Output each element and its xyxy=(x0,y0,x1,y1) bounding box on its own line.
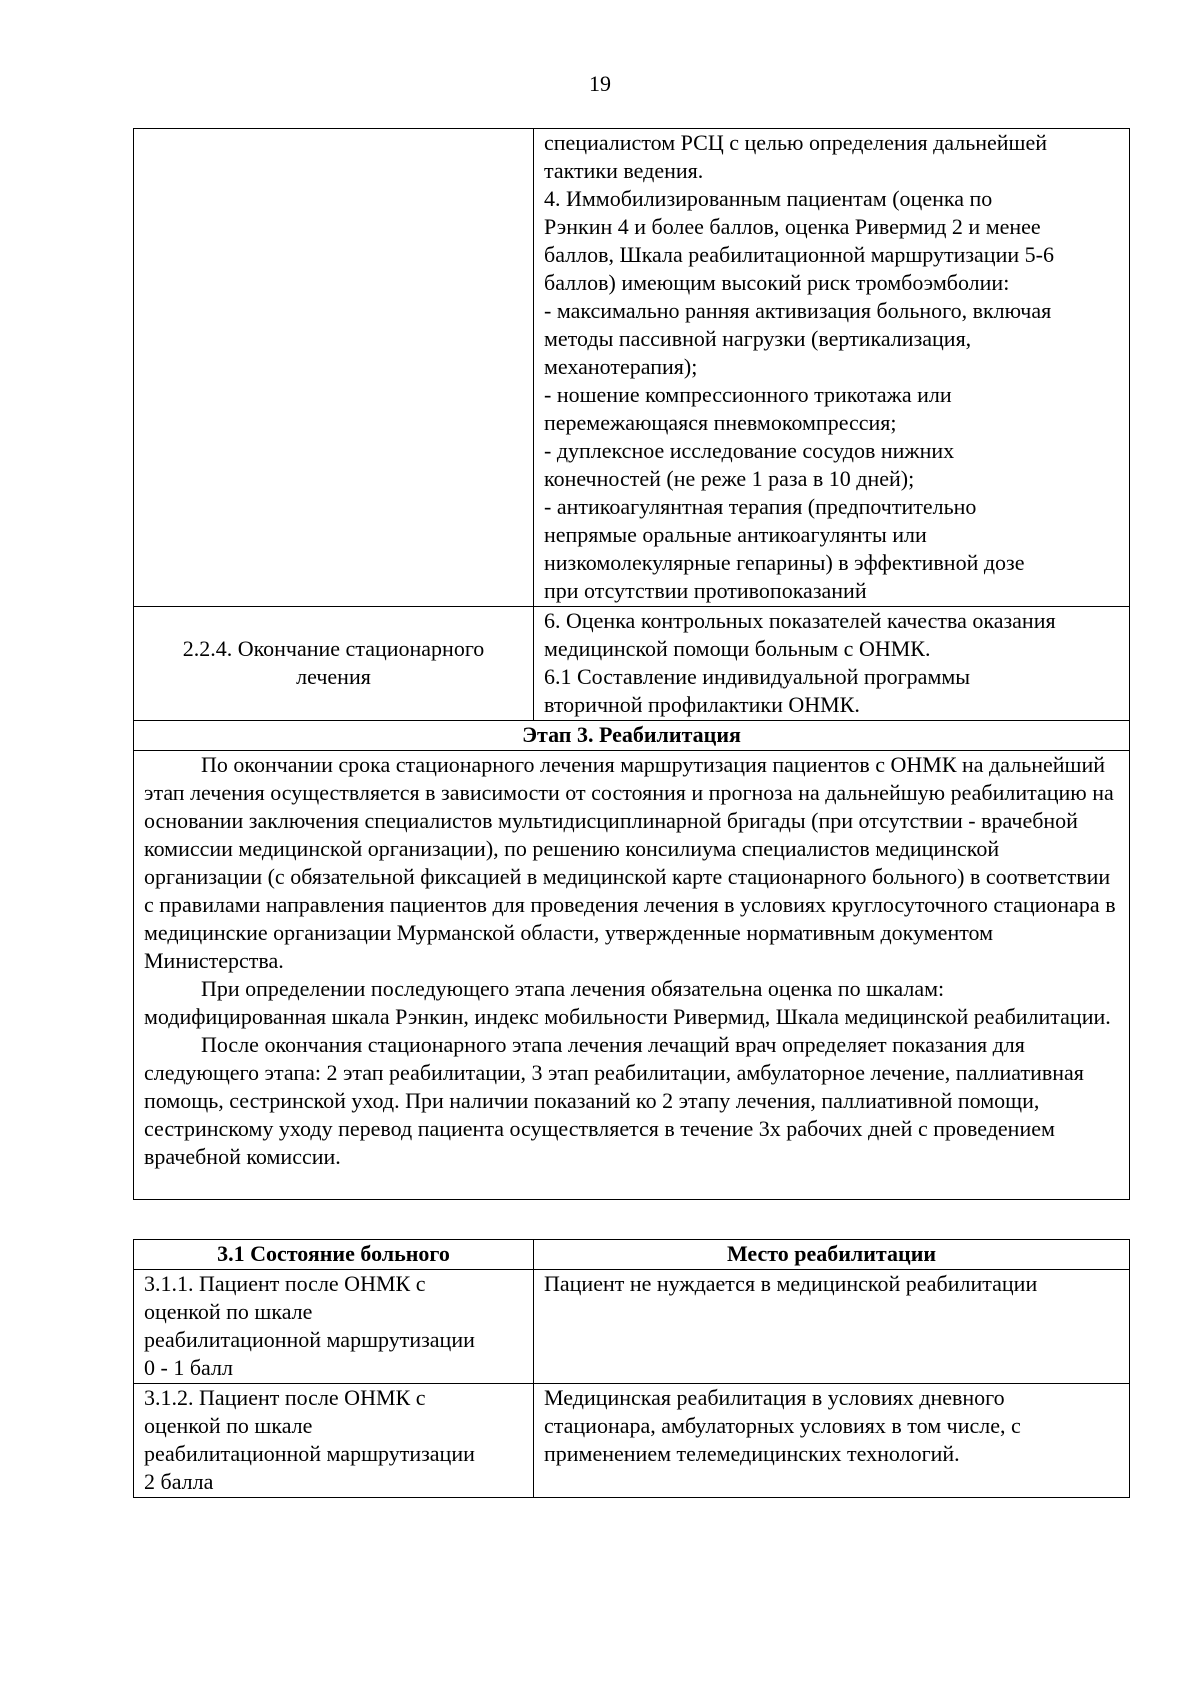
stage-step-cell xyxy=(134,607,534,721)
text-line: Пациент не нуждается в медицинской реабилитации xyxy=(544,1271,1038,1296)
condition-cell xyxy=(134,1384,534,1498)
text-line: 0 - 1 балл xyxy=(144,1355,233,1380)
table-row xyxy=(134,1270,1130,1384)
table-row xyxy=(134,607,1130,721)
text-line: 4. Иммобилизированным пациентам (оценка по xyxy=(544,186,993,211)
table-row xyxy=(134,129,1130,607)
place-cell xyxy=(534,1270,1130,1384)
text-line: вторичной профилактики ОНМК. xyxy=(544,692,860,717)
column-header: 3.1 Состояние больного xyxy=(134,1240,534,1270)
text-line: перемежающаяся пневмокомпрессия; xyxy=(544,410,897,435)
condition-cell xyxy=(134,1270,534,1384)
text-line: методы пассивной нагрузки (вертикализация, xyxy=(544,326,972,351)
empty-cell xyxy=(134,129,534,607)
text-line: 2 балла xyxy=(144,1469,214,1494)
text-line: Медицинская реабилитация в условиях дневного xyxy=(544,1385,1005,1410)
text-line: Рэнкин 4 и более баллов, оценка Ривермид 2 и менее xyxy=(544,214,1041,239)
text-line: 2.2.4. Окончание стационарного xyxy=(182,636,485,661)
routing-table xyxy=(133,128,1130,1200)
text-line: оценкой по шкале xyxy=(144,1299,313,1324)
text-line: оценкой по шкале xyxy=(144,1413,313,1438)
table-header-row xyxy=(134,1240,1130,1270)
text-line: баллов) имеющим высокий риск тромбоэмболии: xyxy=(544,270,1010,295)
text-line: тактики ведения. xyxy=(544,158,704,183)
table-row xyxy=(134,751,1130,1200)
text-line: - антикоагулянтная терапия (предпочтительно xyxy=(544,494,977,519)
measures-cell xyxy=(534,607,1130,721)
text-line: механотерапия); xyxy=(544,354,698,379)
page-number: 19 xyxy=(589,71,611,96)
text-line: реабилитационной маршрутизации xyxy=(144,1327,475,1352)
text-line: - дуплексное исследование сосудов нижних xyxy=(544,438,955,463)
text-line: 6. Оценка контрольных показателей качества оказания xyxy=(544,608,1056,633)
text-line: непрямые оральные антикоагулянты или xyxy=(544,522,927,547)
text-line: стационара, амбулаторных условиях в том числе, с xyxy=(544,1413,1021,1438)
measures-cell xyxy=(534,129,1130,607)
text-line: медицинской помощи больным с ОНМК. xyxy=(544,636,931,661)
text-line: - максимально ранняя активизация больного, включая xyxy=(544,298,1052,323)
paragraph: По окончании срока стационарного лечения маршрутизация пациентов с ОНМК на дальнейший этап лечения осуществляется в зависимости от состояния и прогноза на дальнейшую реабилитацию на основании заключения специалистов мультидисциплинарной бригады (при отсутствии - врачебной комиссии медицинской организации), по решению консилиума специалистов медицинской организации (с обязательной фиксацией в медицинской карте стационарного больного) в соответствии с правилами направления пациентов для проведения лечения в условиях круглосуточного стационара в медицинские организации Мурманской области, утвержденные нормативным документом Министерства. xyxy=(144,752,1116,973)
column-header: Место реабилитации xyxy=(534,1240,1130,1270)
rehab-text-cell xyxy=(134,751,1130,1200)
stage-header: Этап 3. Реабилитация xyxy=(134,721,1130,751)
text-line: применением телемедицинских технологий. xyxy=(544,1441,960,1466)
text-line: 3.1.1. Пациент после ОНМК с xyxy=(144,1271,426,1296)
table-row xyxy=(134,1384,1130,1498)
text-line: низкомолекулярные гепарины) в эффективной дозе xyxy=(544,550,1025,575)
table-row xyxy=(134,721,1130,751)
text-line: баллов, Шкала реабилитационной маршрутизации 5-6 xyxy=(544,242,1054,267)
text-line: 6.1 Составление индивидуальной программы xyxy=(544,664,971,689)
text-line: - ношение компрессионного трикотажа или xyxy=(544,382,952,407)
place-cell xyxy=(534,1384,1130,1498)
rehab-place-table xyxy=(133,1239,1130,1498)
text-line: лечения xyxy=(296,664,371,689)
paragraph: После окончания стационарного этапа лечения лечащий врач определяет показания для следующего этапа: 2 этап реабилитации, 3 этап реабилитации, амбулаторное лечение, паллиативная помощь, сестринской уход. При наличии показаний ко 2 этапу лечения, паллиативной помощи, сестринскому уходу перевод пациента осуществляется в течение 3х рабочих дней с проведением врачебной комиссии. xyxy=(144,1032,1084,1169)
text-line: реабилитационной маршрутизации xyxy=(144,1441,475,1466)
paragraph: При определении последующего этапа лечения обязательна оценка по шкалам: модифицированная шкала Рэнкин, индекс мобильности Ривермид, Шкала медицинской реабилитации. xyxy=(144,976,1111,1029)
text-line: при отсутствии противопоказаний xyxy=(544,578,867,603)
text-line: конечностей (не реже 1 раза в 10 дней); xyxy=(544,466,915,491)
text-line: 3.1.2. Пациент после ОНМК с xyxy=(144,1385,426,1410)
text-line: специалистом РСЦ с целью определения дальнейшей xyxy=(544,130,1048,155)
